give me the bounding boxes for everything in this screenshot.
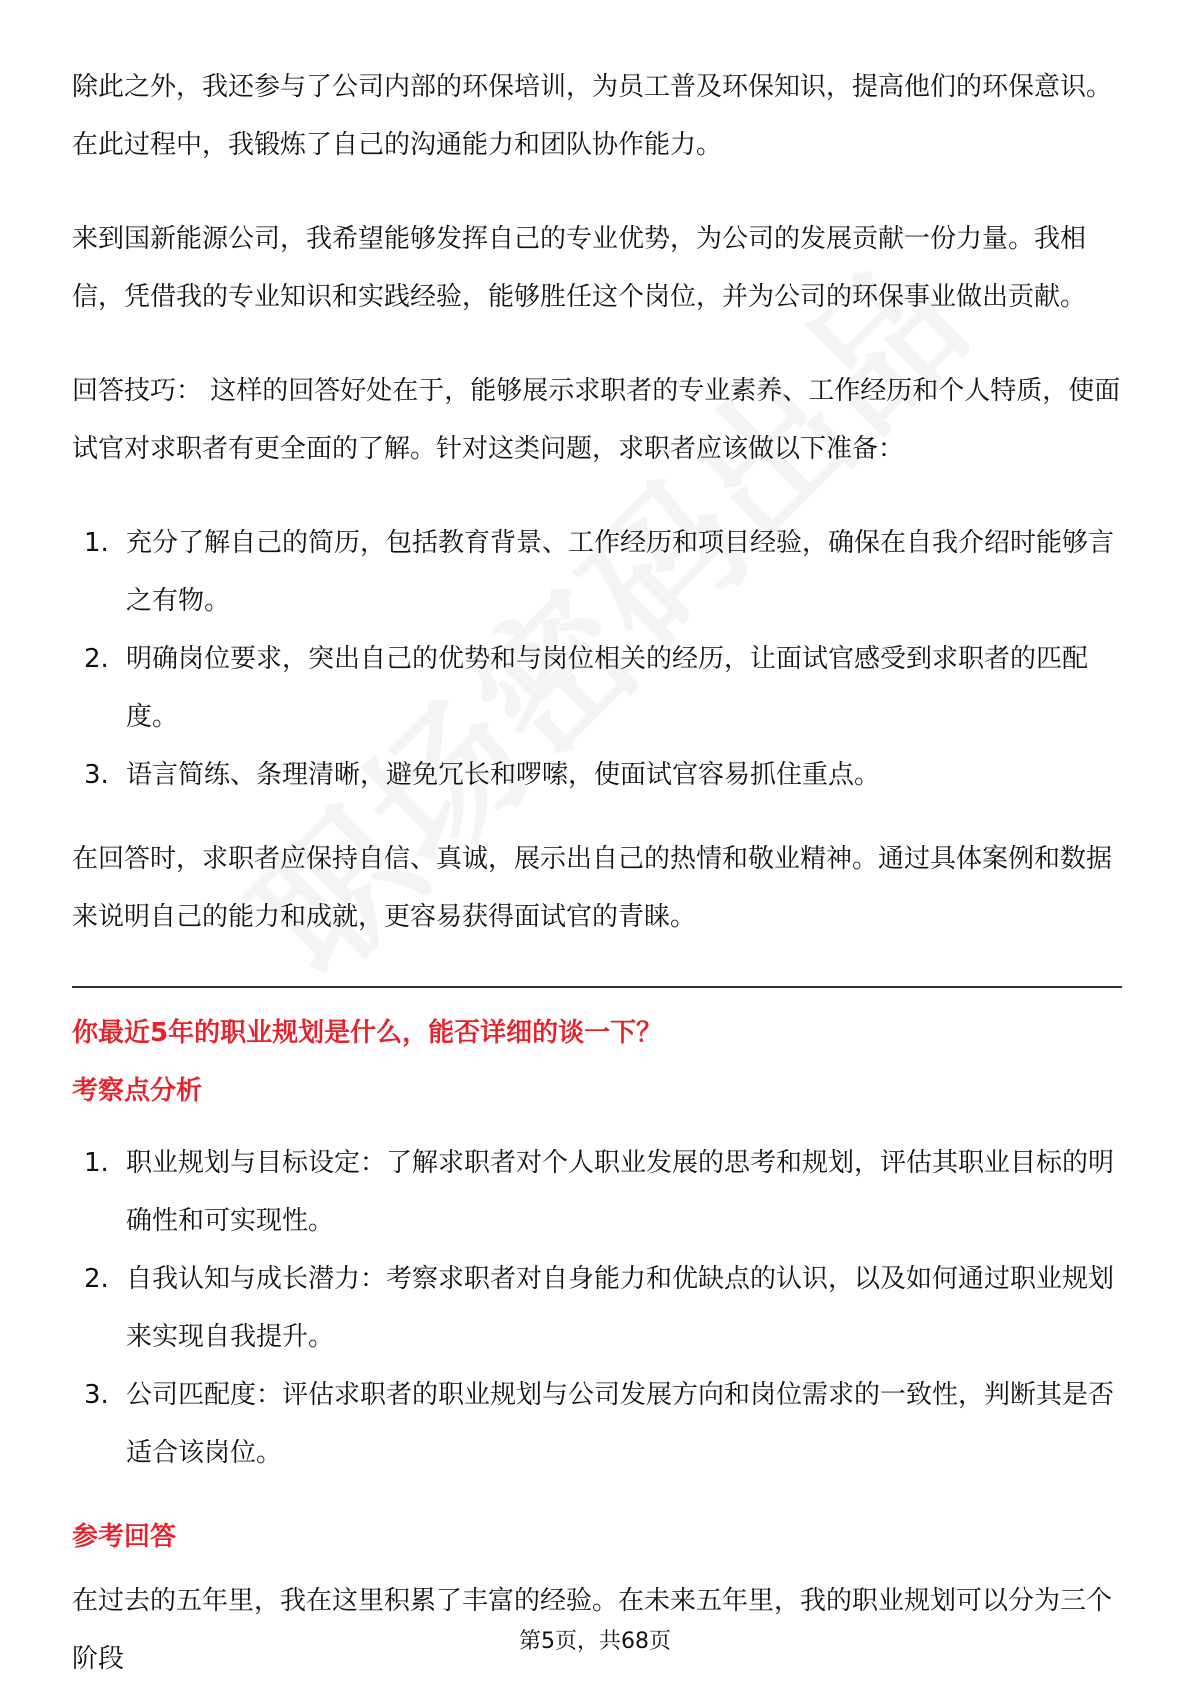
list-item-text: 语言简练、条理清晰，避免冗长和啰嗦，使面试官容易抓住重点。	[126, 760, 881, 790]
page-number: 第5页，共68页	[513, 1629, 677, 1654]
analysis-heading: 考察点分析	[72, 1076, 203, 1106]
list-item	[72, 1250, 1122, 1366]
list-number: 1.	[84, 528, 109, 558]
page-footer	[0, 1627, 1190, 1657]
paragraph-environmental-training: 除此之外，我还参与了公司内部的环保培训，为员工普及环保知识，提高他们的环保意识。在此过程中，我锻炼了自己的沟通能力和团队协作能力。	[72, 72, 1113, 160]
answer-heading: 参考回答	[72, 1522, 177, 1552]
tips-list	[72, 514, 1122, 804]
list-item	[72, 1134, 1122, 1250]
analysis-list	[72, 1134, 1122, 1482]
list-item	[72, 1366, 1122, 1482]
list-number: 2.	[84, 644, 109, 674]
list-item-text: 公司匹配度：评估求职者的职业规划与公司发展方向和岗位需求的一致性，判断其是否适合该岗位。	[126, 1380, 1115, 1468]
list-item	[72, 630, 1122, 746]
paragraph-answer-tips: 回答技巧： 这样的回答好处在于，能够展示求职者的专业素养、工作经历和个人特质，使面试官对求职者有更全面的了解。针对这类问题，求职者应该做以下准备：	[72, 376, 1121, 464]
paragraph-company-contribution: 来到国新能源公司，我希望能够发挥自己的专业优势，为公司的发展贡献一份力量。我相信，凭借我的专业知识和实践经验，能够胜任这个岗位，并为公司的环保事业做出贡献。	[72, 224, 1087, 312]
list-item	[72, 514, 1122, 630]
page-content	[72, 58, 1122, 1580]
list-number: 1.	[84, 1148, 109, 1178]
list-item-text: 自我认知与成长潜力：考察求职者对自身能力和优缺点的认识，以及如何通过职业规划来实现自我提升。	[126, 1264, 1115, 1352]
list-item-text: 职业规划与目标设定：了解求职者对个人职业发展的思考和规划，评估其职业目标的明确性和可实现性。	[126, 1148, 1115, 1236]
list-item	[72, 746, 1122, 804]
question-heading: 你最近5年的职业规划是什么，能否详细的谈一下？	[72, 1018, 663, 1048]
list-item-text: 明确岗位要求，突出自己的优势和与岗位相关的经历，让面试官感受到求职者的匹配度。	[126, 644, 1089, 732]
list-number: 3.	[84, 1380, 109, 1410]
list-item-text: 充分了解自己的简历，包括教育背景、工作经历和项目经验，确保在自我介绍时能够言之有物。	[126, 528, 1115, 616]
paragraph-closing: 在回答时，求职者应保持自信、真诚，展示出自己的热情和敬业精神。通过具体案例和数据来说明自己的能力和成就，更容易获得面试官的青睐。	[72, 844, 1113, 932]
section-divider	[72, 986, 1122, 988]
answer-partial-line: 在过去的五年里，我在这里积累了丰富的经验。在未来五年里，我的职业规划可以分为三个阶段	[72, 1586, 1113, 1674]
list-number: 2.	[84, 1264, 109, 1294]
list-number: 3.	[84, 760, 109, 790]
